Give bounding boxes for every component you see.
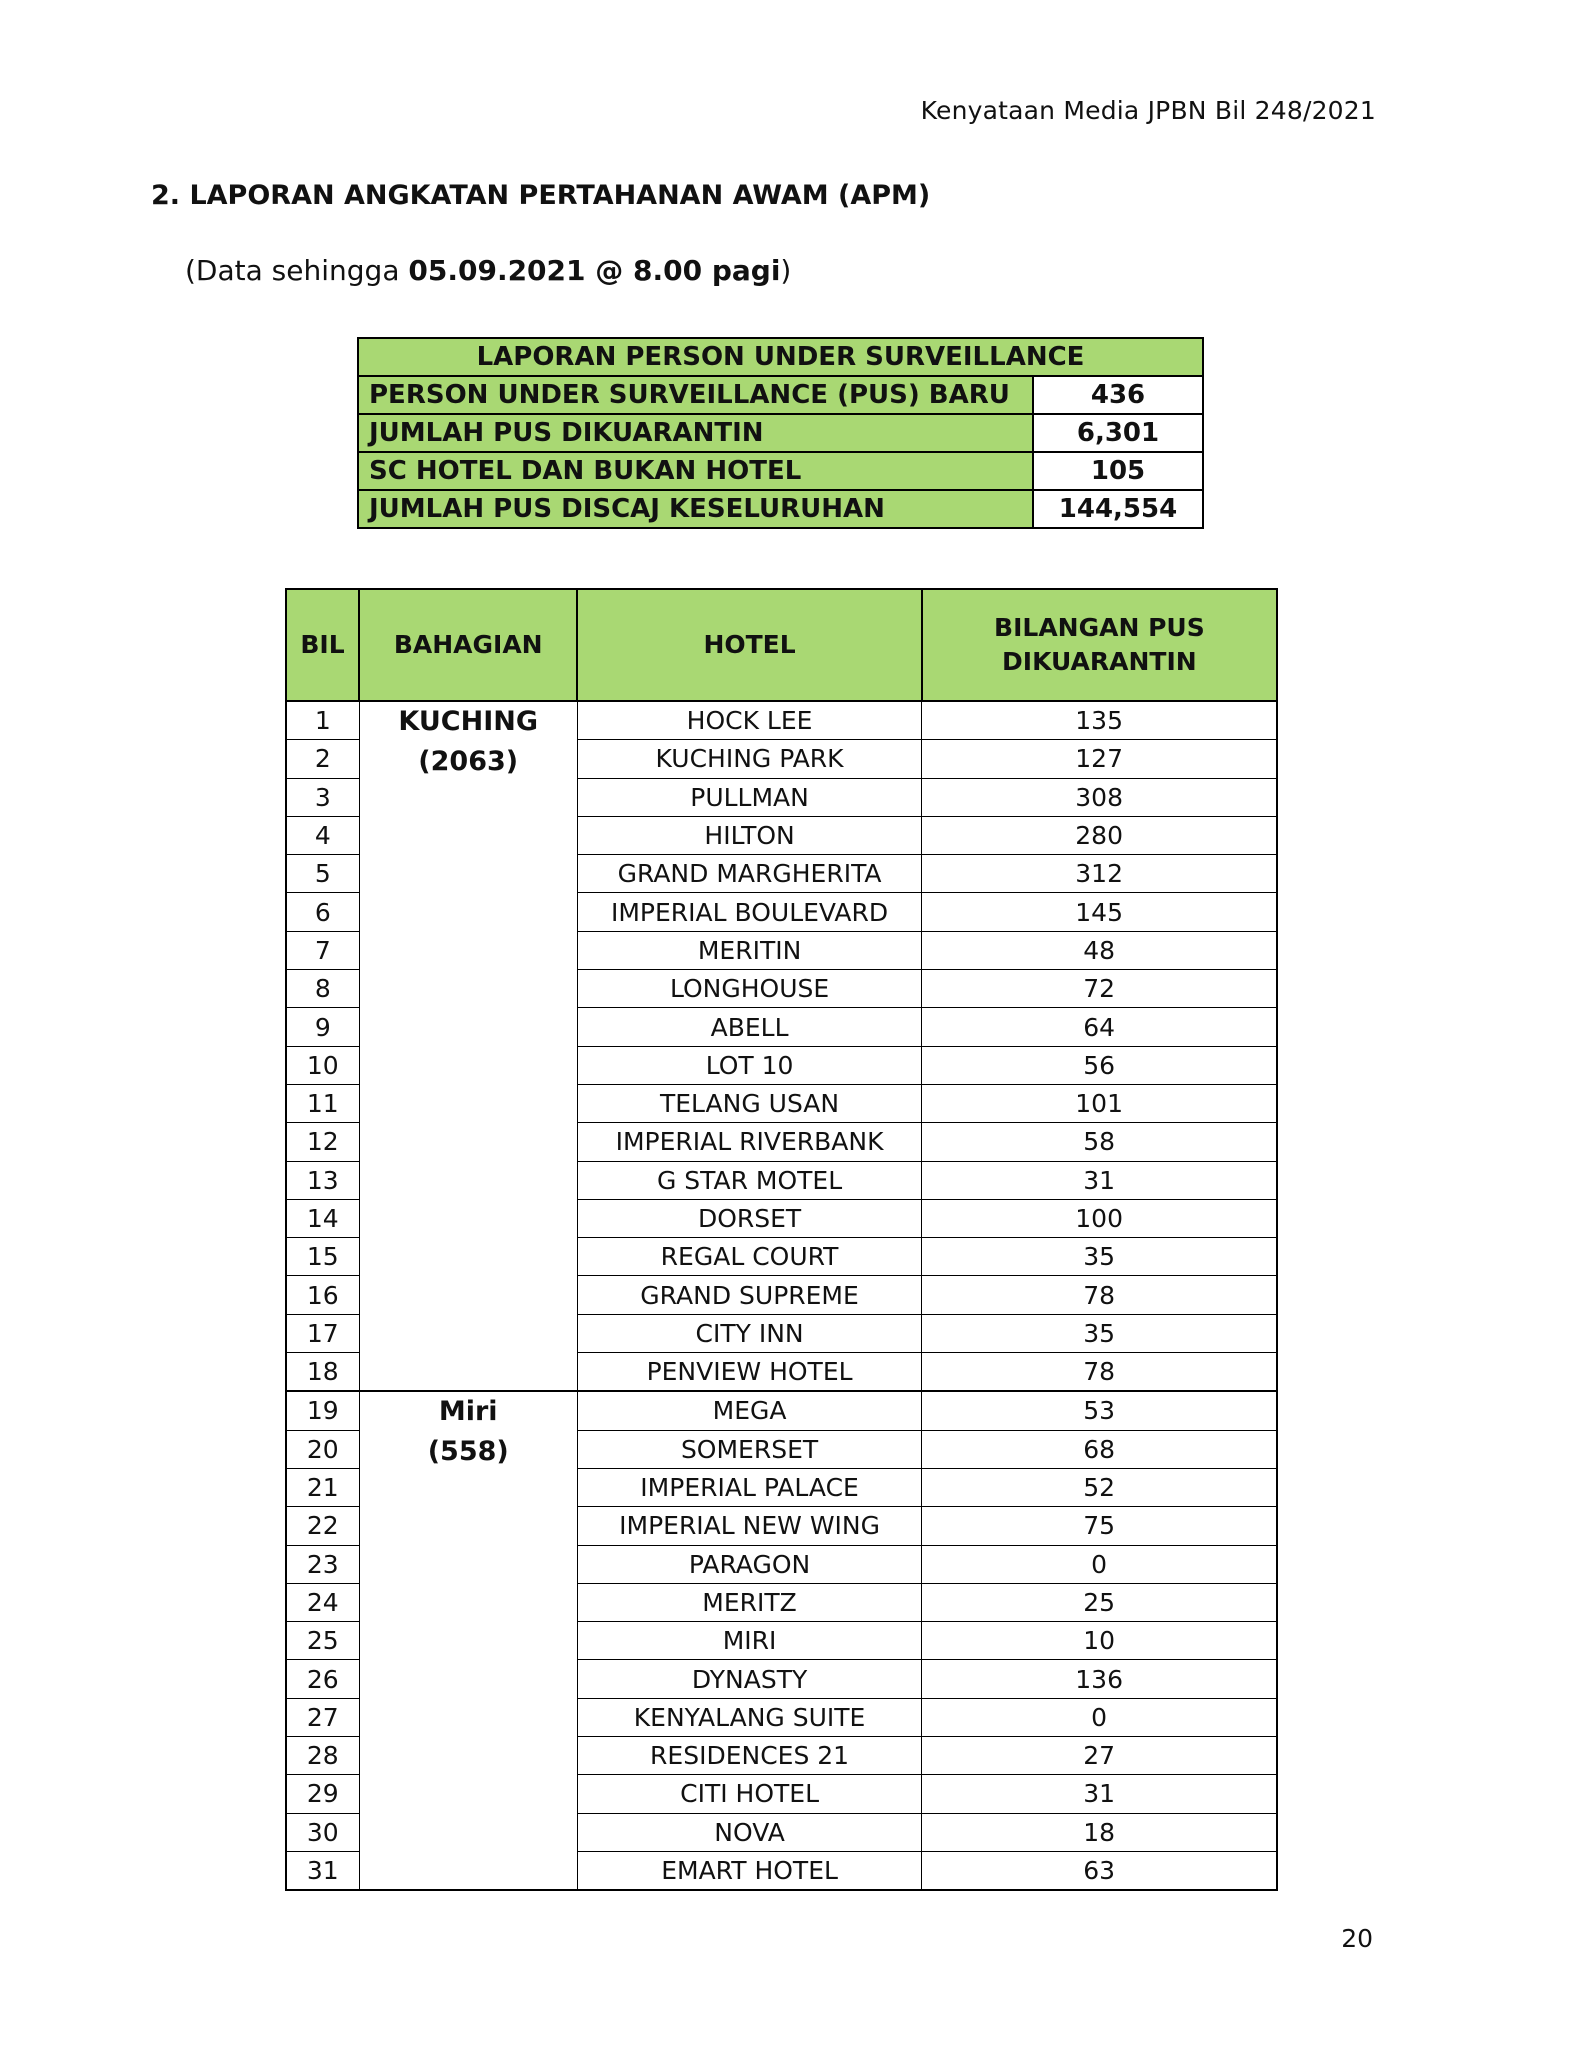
cell-bil: 19 <box>286 1391 359 1430</box>
summary-label: SC HOTEL DAN BUKAN HOTEL <box>358 452 1033 490</box>
cell-count: 145 <box>922 893 1277 931</box>
cell-hotel: NOVA <box>577 1813 921 1851</box>
cell-count: 68 <box>922 1430 1277 1468</box>
summary-value: 436 <box>1033 376 1203 414</box>
cell-hotel: CITI HOTEL <box>577 1775 921 1813</box>
cell-count: 75 <box>922 1507 1277 1545</box>
cell-count: 58 <box>922 1123 1277 1161</box>
cell-bil: 29 <box>286 1775 359 1813</box>
cell-count: 31 <box>922 1161 1277 1199</box>
cell-count: 10 <box>922 1622 1277 1660</box>
bahagian-total: (2063) <box>418 746 519 777</box>
cell-bil: 17 <box>286 1314 359 1352</box>
cell-hotel: HOCK LEE <box>577 701 921 740</box>
summary-title: LAPORAN PERSON UNDER SURVEILLANCE <box>358 338 1203 376</box>
cell-hotel: HILTON <box>577 816 921 854</box>
cell-count: 35 <box>922 1314 1277 1352</box>
cell-hotel: PULLMAN <box>577 778 921 816</box>
summary-label: JUMLAH PUS DIKUARANTIN <box>358 414 1033 452</box>
header-count: BILANGAN PUS DIKUARANTIN <box>922 589 1277 701</box>
cell-count: 0 <box>922 1545 1277 1583</box>
bahagian-name: Miri <box>438 1396 498 1428</box>
cell-bahagian <box>359 1391 577 1890</box>
cell-hotel: ABELL <box>577 1008 921 1046</box>
summary-value: 105 <box>1033 452 1203 490</box>
bahagian-name: KUCHING <box>398 706 539 737</box>
cell-count: 100 <box>922 1199 1277 1237</box>
cell-bil: 20 <box>286 1430 359 1468</box>
cell-bil: 25 <box>286 1622 359 1660</box>
cell-bil: 18 <box>286 1353 359 1392</box>
cell-count: 101 <box>922 1084 1277 1122</box>
cell-bil: 13 <box>286 1161 359 1199</box>
cell-count: 312 <box>922 855 1277 893</box>
cell-bil: 6 <box>286 893 359 931</box>
cell-count: 64 <box>922 1008 1277 1046</box>
cell-count: 53 <box>922 1391 1277 1430</box>
cell-count: 63 <box>922 1851 1277 1890</box>
data-note-date: 05.09.2021 @ 8.00 pagi <box>408 254 781 287</box>
summary-value: 6,301 <box>1033 414 1203 452</box>
cell-hotel: G STAR MOTEL <box>577 1161 921 1199</box>
summary-value: 144,554 <box>1033 490 1203 528</box>
cell-count: 31 <box>922 1775 1277 1813</box>
cell-hotel: MEGA <box>577 1391 921 1430</box>
cell-hotel: CITY INN <box>577 1314 921 1352</box>
cell-bil: 22 <box>286 1507 359 1545</box>
cell-bil: 12 <box>286 1123 359 1161</box>
cell-count: 52 <box>922 1468 1277 1506</box>
cell-hotel: SOMERSET <box>577 1430 921 1468</box>
cell-hotel: IMPERIAL RIVERBANK <box>577 1123 921 1161</box>
summary-row <box>358 376 1203 414</box>
cell-hotel: MERITZ <box>577 1583 921 1621</box>
cell-count: 0 <box>922 1698 1277 1736</box>
cell-bil: 31 <box>286 1851 359 1890</box>
cell-bil: 5 <box>286 855 359 893</box>
cell-bil: 21 <box>286 1468 359 1506</box>
cell-count: 72 <box>922 970 1277 1008</box>
cell-bil: 15 <box>286 1238 359 1276</box>
cell-hotel: REGAL COURT <box>577 1238 921 1276</box>
cell-bil: 2 <box>286 740 359 778</box>
cell-bil: 7 <box>286 931 359 969</box>
cell-count: 135 <box>922 701 1277 740</box>
cell-hotel: IMPERIAL NEW WING <box>577 1507 921 1545</box>
cell-count: 56 <box>922 1046 1277 1084</box>
cell-bil: 30 <box>286 1813 359 1851</box>
cell-count: 280 <box>922 816 1277 854</box>
cell-count: 136 <box>922 1660 1277 1698</box>
cell-bil: 24 <box>286 1583 359 1621</box>
cell-hotel: GRAND SUPREME <box>577 1276 921 1314</box>
cell-hotel: RESIDENCES 21 <box>577 1737 921 1775</box>
cell-bil: 10 <box>286 1046 359 1084</box>
summary-label: JUMLAH PUS DISCAJ KESELURUHAN <box>358 490 1033 528</box>
data-note-suffix: ) <box>780 254 792 287</box>
header-bil: BIL <box>286 589 359 701</box>
cell-count: 48 <box>922 931 1277 969</box>
cell-bil: 11 <box>286 1084 359 1122</box>
cell-hotel: MIRI <box>577 1622 921 1660</box>
table-row <box>286 1391 1277 1430</box>
header-hotel: HOTEL <box>577 589 921 701</box>
bahagian-total: (558) <box>427 1436 509 1468</box>
table-row <box>286 701 1277 740</box>
cell-count: 78 <box>922 1276 1277 1314</box>
cell-hotel: IMPERIAL BOULEVARD <box>577 893 921 931</box>
cell-bil: 16 <box>286 1276 359 1314</box>
cell-hotel: KUCHING PARK <box>577 740 921 778</box>
cell-count: 127 <box>922 740 1277 778</box>
cell-count: 78 <box>922 1353 1277 1392</box>
cell-hotel: EMART HOTEL <box>577 1851 921 1890</box>
cell-bil: 14 <box>286 1199 359 1237</box>
cell-hotel: TELANG USAN <box>577 1084 921 1122</box>
cell-bil: 28 <box>286 1737 359 1775</box>
cell-hotel: GRAND MARGHERITA <box>577 855 921 893</box>
cell-bahagian <box>359 701 577 1391</box>
table-header-row <box>286 589 1277 701</box>
cell-bil: 26 <box>286 1660 359 1698</box>
cell-hotel: DORSET <box>577 1199 921 1237</box>
cell-bil: 3 <box>286 778 359 816</box>
cell-bil: 23 <box>286 1545 359 1583</box>
summary-label: PERSON UNDER SURVEILLANCE (PUS) BARU <box>358 376 1033 414</box>
data-note-prefix: (Data sehingga <box>185 254 409 287</box>
summary-row <box>358 414 1203 452</box>
cell-hotel: LONGHOUSE <box>577 970 921 1008</box>
cell-hotel: PENVIEW HOTEL <box>577 1353 921 1392</box>
cell-hotel: PARAGON <box>577 1545 921 1583</box>
cell-bil: 8 <box>286 970 359 1008</box>
cell-count: 35 <box>922 1238 1277 1276</box>
summary-table <box>357 337 1204 529</box>
cell-bil: 27 <box>286 1698 359 1736</box>
summary-row <box>358 452 1203 490</box>
cell-bil: 4 <box>286 816 359 854</box>
cell-count: 25 <box>922 1583 1277 1621</box>
data-note <box>185 254 791 287</box>
cell-bil: 9 <box>286 1008 359 1046</box>
cell-count: 308 <box>922 778 1277 816</box>
cell-count: 27 <box>922 1737 1277 1775</box>
summary-row <box>358 490 1203 528</box>
cell-hotel: KENYALANG SUITE <box>577 1698 921 1736</box>
section-title: 2. LAPORAN ANGKATAN PERTAHANAN AWAM (APM) <box>151 180 931 211</box>
cell-hotel: LOT 10 <box>577 1046 921 1084</box>
header-note: Kenyataan Media JPBN Bil 248/2021 <box>920 96 1376 125</box>
cell-hotel: MERITIN <box>577 931 921 969</box>
cell-count: 18 <box>922 1813 1277 1851</box>
table-body <box>286 701 1277 1890</box>
header-bahagian: BAHAGIAN <box>359 589 577 701</box>
hotel-quarantine-table <box>285 588 1278 1891</box>
cell-hotel: IMPERIAL PALACE <box>577 1468 921 1506</box>
cell-bil: 1 <box>286 701 359 740</box>
cell-hotel: DYNASTY <box>577 1660 921 1698</box>
page-number: 20 <box>1341 1924 1373 1953</box>
